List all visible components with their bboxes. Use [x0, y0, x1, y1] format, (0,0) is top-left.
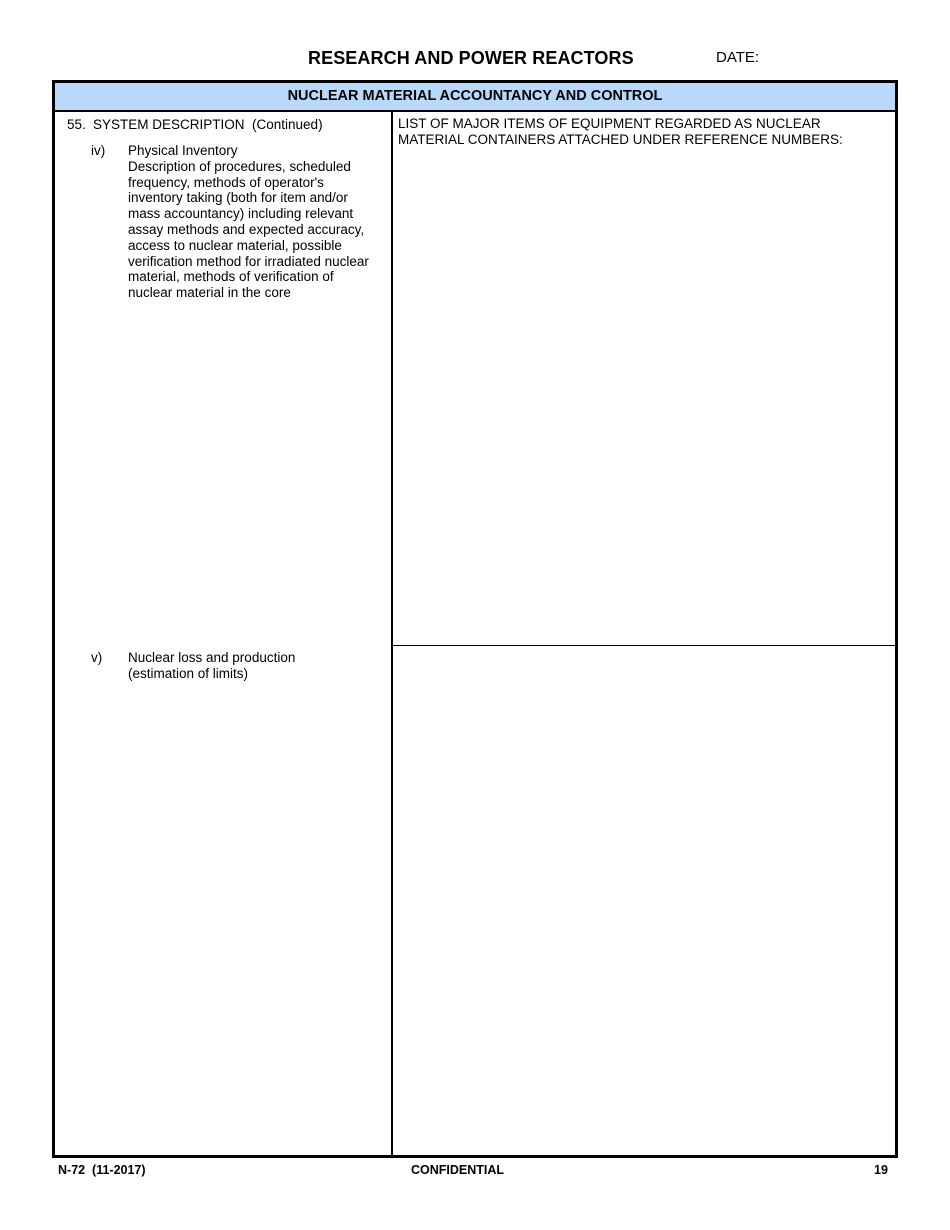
item-line: frequency, methods of operator's: [128, 174, 324, 190]
item-line: access to nuclear material, possible: [128, 237, 342, 253]
section-number: 55.: [67, 117, 86, 132]
item-numeral: iv): [91, 143, 106, 158]
item-line: Description of procedures, scheduled: [128, 158, 351, 174]
item-numeral: v): [91, 650, 103, 665]
item-line: mass accountancy) including relevant: [128, 206, 354, 222]
item-line: inventory taking (both for item and/or: [128, 190, 348, 206]
form-id: N-72 (11-2017): [58, 1163, 146, 1177]
equipment-label-line: MATERIAL CONTAINERS ATTACHED UNDER REFERENCE NUMBERS:: [398, 131, 843, 147]
item-line: (estimation of limits): [128, 665, 249, 681]
row-divider: [393, 645, 895, 646]
section-title: [67, 117, 323, 132]
item-body: [128, 143, 388, 301]
item-heading: Nuclear loss and production: [128, 650, 296, 665]
equipment-label-line: LIST OF MAJOR ITEMS OF EQUIPMENT REGARDED AS NUCLEAR: [398, 116, 821, 131]
classification-label: CONFIDENTIAL: [411, 1163, 505, 1177]
page-number: 19: [874, 1163, 888, 1177]
item-line: nuclear material in the core: [128, 285, 291, 301]
item-heading: Physical Inventory: [128, 143, 238, 158]
item-line: verification method for irradiated nuclear: [128, 253, 369, 269]
form-frame: [52, 80, 898, 1158]
column-divider: [391, 112, 393, 1155]
item-body: [128, 650, 388, 682]
item-line: assay methods and expected accuracy,: [128, 221, 365, 237]
item-line: material, methods of verification of: [128, 269, 334, 285]
equipment-list-label: [398, 116, 843, 147]
date-label: DATE:: [716, 49, 760, 66]
section-header: NUCLEAR MATERIAL ACCOUNTANCY AND CONTROL: [55, 83, 895, 112]
page-title: RESEARCH AND POWER REACTORS: [308, 48, 634, 68]
section-title-text: SYSTEM DESCRIPTION (Continued): [93, 117, 323, 132]
